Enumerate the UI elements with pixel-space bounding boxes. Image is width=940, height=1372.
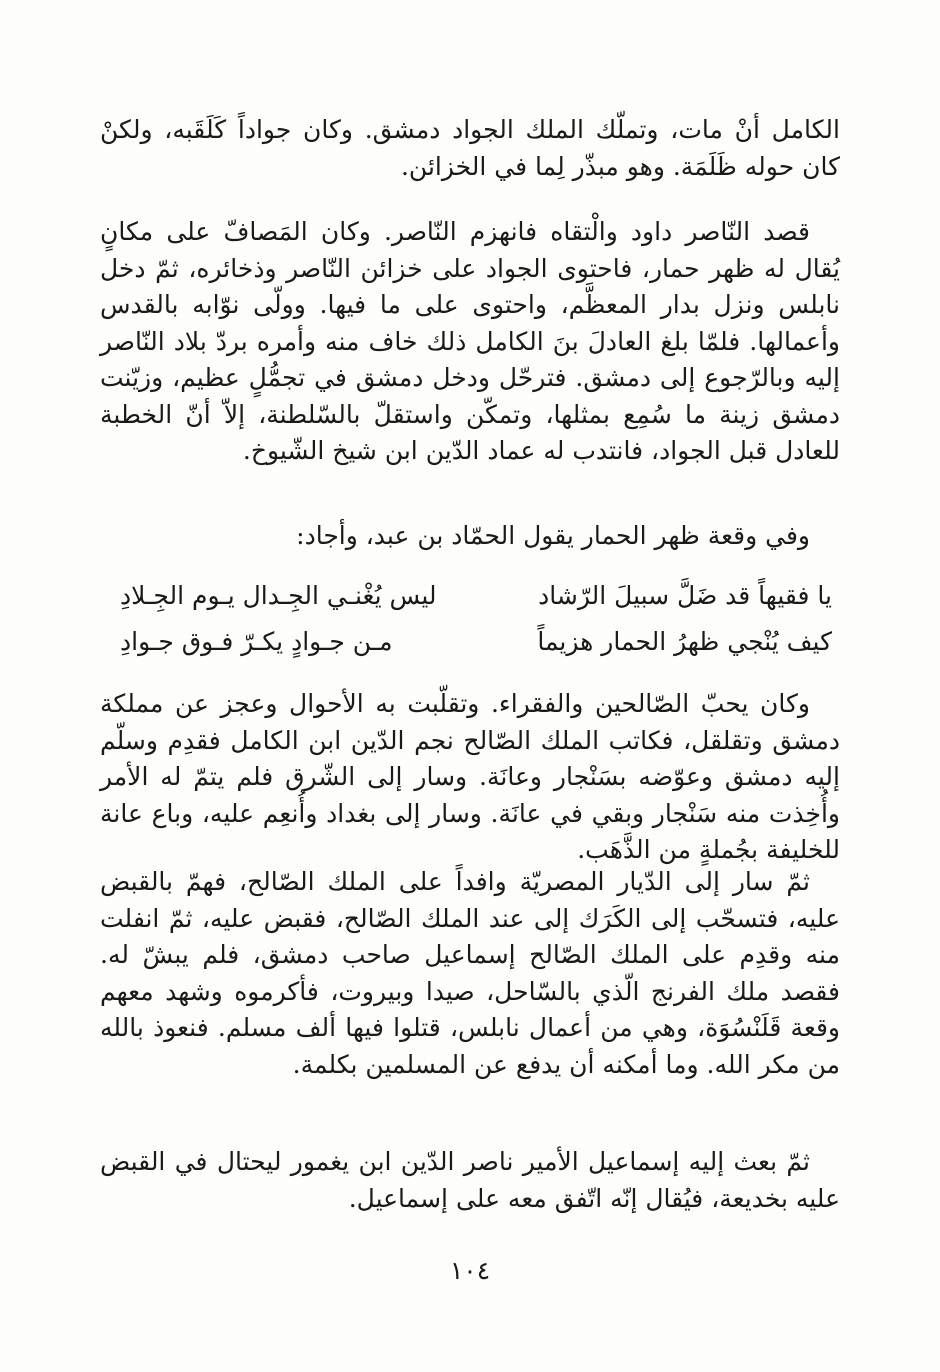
paragraph-4: ثمّ سار إلى الدّيار المصريّة وافداً على الملك الصّالح، فهمّ بالقبض عليه، فتسحّب إلى الكَرَك إلى عند الملك الصّالح، فقبض عليه، ثمّ انفلت منه وقدِم على الملك الصّالح إسماعيل صاحب دمشق، فلم يبشّ له. فقصد ملك الفرنج الّذي بالسّاحل، صيدا وبيروت، فأكرموه وشهد معهم وقعة قَلَنْسُوَة، وهي من أعمال نابلس، قتلوا فيها ألف مسلم. فنعوذ بالله من مكر الله. وما أمكنه أن يدفع عن المسلمين بكلمة.	[100, 867, 840, 1079]
paragraph-2: قصد النّاصر داود والْتقاه فانهزم النّاصر. وكان المَصافّ على مكانٍ يُقال له ظهر حمار، فاحتوى الجواد على خزائن النّاصر وذخائره، ثمّ دخل نابلس ونزل بدار المعظَّم، واحتوى على ما فيها. وولّى نوّابه بالقدس وأعمالها. فلمّا بلغ العادلَ بنَ الكامل ذلك خاف منه وأمره بردّ بلاد النّاصر إليه وبالرّجوع إلى دمشق. فترحّل ودخل دمشق في تجمُّلٍ عظيم، وزيّنت دمشق زينة ما سُمِع بمثلها، وتمكّن واستقلّ بالسّلطنة، إلاّ أنّ الخطبة للعادل قبل الجواد، فانتدب له عماد الدّين ابن شيخ الشّيوخ.	[100, 217, 840, 465]
poem-intro: وفي وقعة ظهر الحمار يقول الحمّاد بن عبد، وأجاد:	[296, 521, 810, 550]
verse-line-1	[120, 578, 832, 614]
verse-line-2	[120, 624, 832, 660]
paragraph-1: الكامل أنْ مات، وتملّك الملك الجواد دمشق. وكان جواداً كَلَقَبه، ولكنْ كان حوله ظَلَمَة. وهو مبذّر لِما في الخزائن.	[100, 115, 840, 181]
verse-1-second-hemistich: ليس يُغْنـي الجِـدال يـوم الجِـلادِ	[120, 581, 437, 610]
page-number: ١٠٤	[449, 1256, 491, 1285]
verse-2-second-hemistich: مـن جـوادٍ يكـرّ فـوق جـوادِ	[120, 627, 393, 656]
paragraph-5: ثمّ بعث إليه إسماعيل الأمير ناصر الدّين ابن يغمور ليحتال في القبض عليه بخديعة، فيُقال إنّه اتّفق معه على إسماعيل.	[100, 1147, 840, 1213]
paragraph-3: وكان يحبّ الصّالحين والفقراء. وتقلّبت به الأحوال وعجز عن مملكة دمشق وتقلقل، فكاتب الملك الصّالح نجم الدّين ابن الكامل فقدِم وسلّم إليه دمشق وعوّضه بسَنْجار وعانَة. وسار إلى الشّرق فلم يتمّ له الأمر وأُخِذت منه سَنْجار وبقي في عانَة. وسار إلى بغداد وأُنعِم عليه، وباع عانة للخليفة بجُملةٍ من الذَّهَب.	[100, 689, 840, 864]
verse-1-first-hemistich: يا فقيهاً قد ضَلَّ سبيلَ الرّشاد	[538, 581, 832, 610]
verse-2-first-hemistich: كيف يُنْجي ظهرُ الحمار هزيماً	[537, 627, 832, 656]
